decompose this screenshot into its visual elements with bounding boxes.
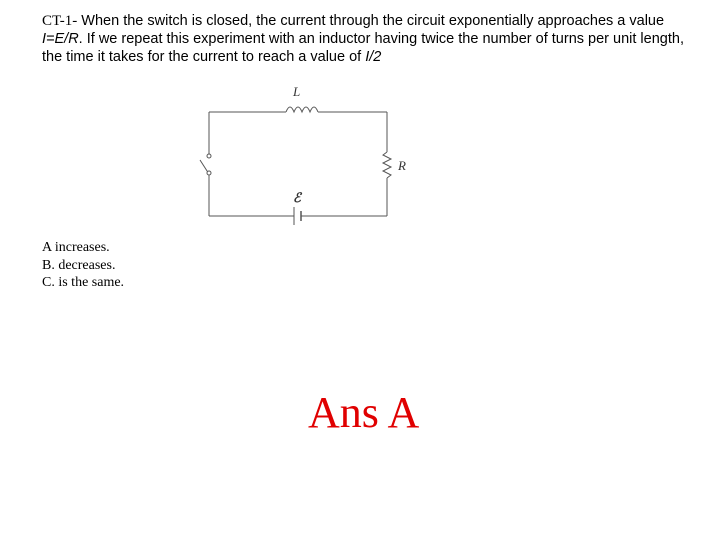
resistor-label: R bbox=[398, 158, 406, 173]
answer-choices bbox=[42, 239, 124, 292]
circuit-diagram bbox=[190, 80, 420, 230]
switch-contact-top bbox=[207, 154, 211, 158]
answer-choice-c: C. is the same. bbox=[42, 275, 125, 290]
inductor-coil bbox=[286, 107, 318, 112]
question-text-part2: . If we repeat this experiment with an inductor having twice the number of turns per unit length, the time it takes for the current to reach a value of bbox=[42, 31, 684, 65]
target-expression: I/2 bbox=[365, 49, 382, 65]
current-expression: I=E/R bbox=[42, 31, 79, 47]
question-text bbox=[42, 12, 692, 66]
answer-reveal: Ans A bbox=[308, 388, 420, 437]
switch-contact-bottom bbox=[207, 171, 211, 175]
inductor-label: L bbox=[293, 84, 301, 99]
answer-choice-a: A increases. bbox=[42, 240, 110, 255]
question-text-part1: When the switch is closed, the current through the circuit exponentially approaches a value bbox=[77, 13, 665, 29]
resistor-zigzag bbox=[383, 152, 391, 178]
emf-label: ℰ bbox=[293, 190, 301, 205]
question-label: CT-1- bbox=[42, 13, 78, 29]
answer-choice-b: B. decreases. bbox=[42, 257, 116, 273]
